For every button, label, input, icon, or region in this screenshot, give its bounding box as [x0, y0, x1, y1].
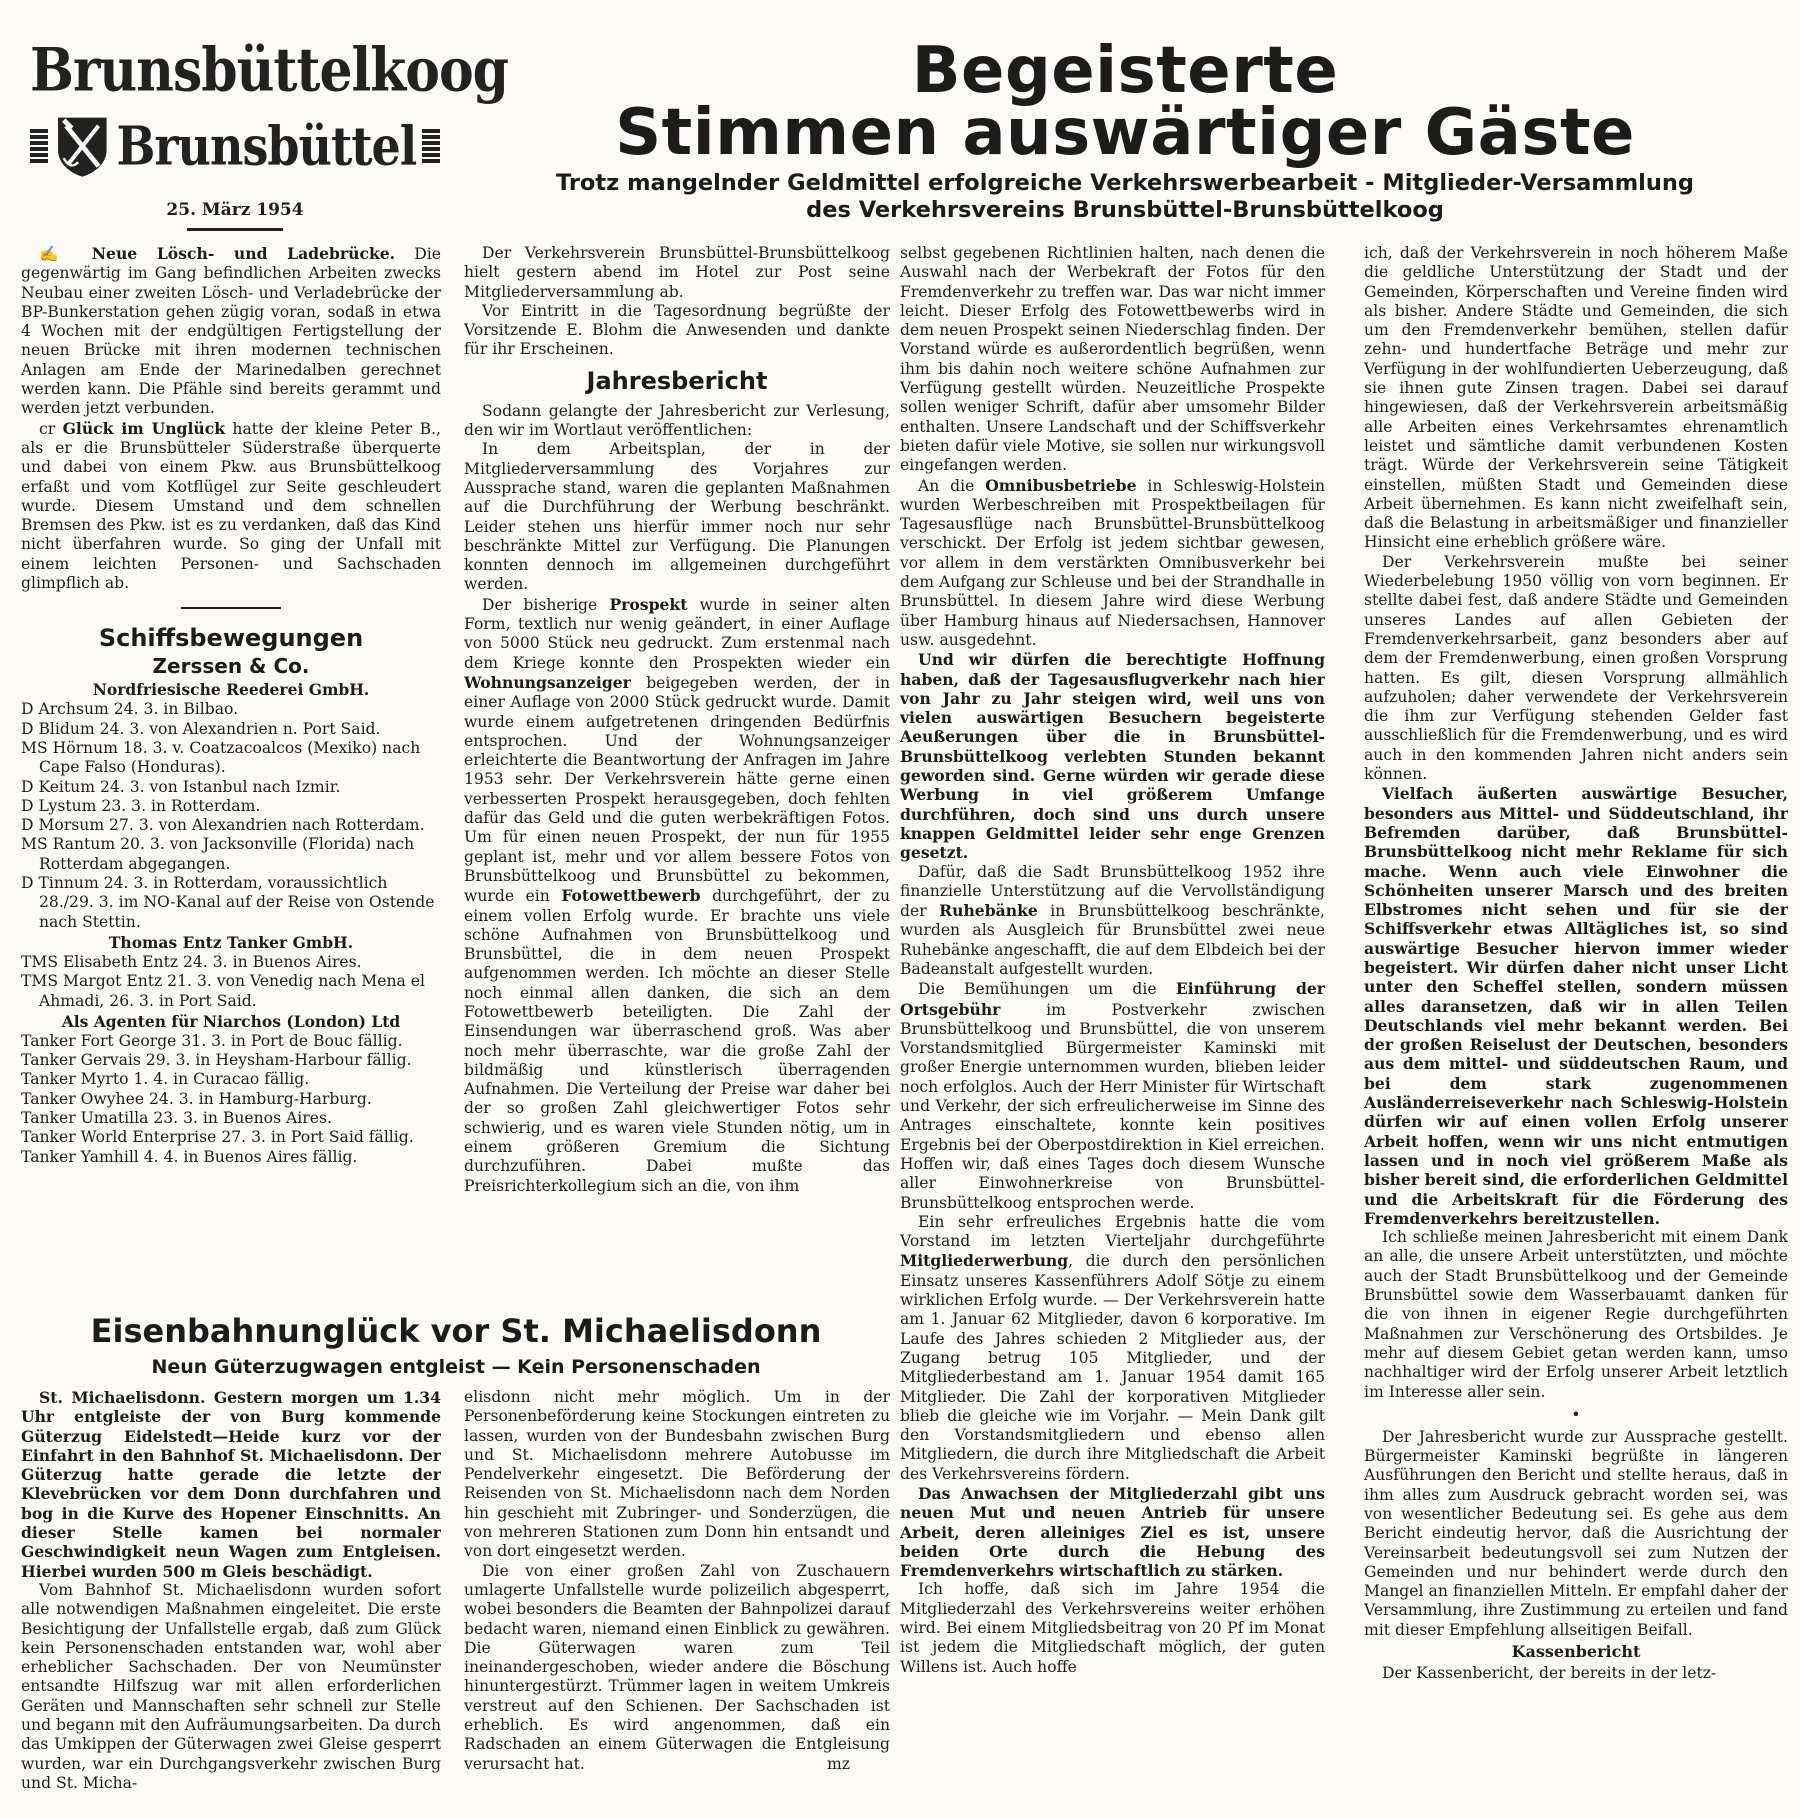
bold-term: Ruhebänke: [939, 901, 1038, 921]
rail-subheadline: Neun Güterzugwagen entgleist — Kein Personenschaden: [151, 1356, 761, 1378]
news-text: hatte der kleine Peter B., als er die Brunsbütteler Süderstraße überquerte und dabei von einem Pkw. aus Brunsbüttelkoog erfaßt und vom Kotflügel zur Seite geschleudert wurde. Diesem Umstand und dem schnellen Bremsen des Pkw. ist es zu verdanken, daß das Kind nicht überfahren wurde. So ging der Unfall mit einem leichten Personen- und Sachschaden glimpflich ab.: [21, 419, 441, 593]
section-heading-kassenbericht: Kassenbericht: [1511, 1642, 1641, 1662]
bold-term: Omnibusbetriebe: [985, 475, 1137, 495]
text: beigegeben werden, der in einer Auflage von 2000 Stück gedruckt wurde. Damit wurde einem aufgetretenen dringenden Bedürfnis entsprochen. Und der Wohnungsanzeiger erleichterte die Beantwortung der Anfragen im Jahre 1953 sehr. Der Verkehrsverein hätte gerne einen verbesserten Prospekt herausgegeben, doch fehlten dafür das Geld und die guten werbekräftigen Fotos. Um für einen neuen Prospekt, der nun für 1955 geplant ist, mehr und vor allem bessere Fotos von Brunsbüttelkoog und Brunsbüttel zu bekommen, wurde ein: [464, 673, 890, 906]
shipping-company: Als Agenten für Niarchos (London) Ltd: [61, 1011, 401, 1031]
article-paragraph: Ich schließe meinen Jahresbericht mit einem Dank an alle, die unsere Arbeit unterstützten, und möchte auch der Stadt Brunsbüttelkoog und der Gemeinde Brunsbüttel sowie dem Wasserbauamt danken für die von ihnen in eigener Regie durchgeführten Maßnahmen zur Verschönerung des Ortsbildes. Je mehr auf diesem Gebiet getan werden kann, umso nachhaltiger wird der Erfolg unserer Arbeit letztlich im Interesse aller sein.: [1364, 1228, 1788, 1401]
headline-line-2: Stimmen auswärtiger Gäste: [615, 96, 1635, 170]
ribbon-right: [422, 129, 440, 163]
article-paragraph: In dem Arbeitsplan, der in der Mitgliederversammlung des Vorjahres zur Aussprache stand, waren die geplanten Maßnahmen auf die Durchführung der Werbung beschränkt. Leider stehen uns hierfür immer noch nur sehr beschränkte Mittel zur Verfügung. Die Planungen konnten dennoch im allgemeinen durchgeführt werden.: [464, 440, 890, 594]
headline-line-1: Begeisterte: [911, 34, 1339, 108]
subheadline-line-1: Trotz mangelnder Geldmittel erfolgreiche Verkehrswerbearbeit - Mitglieder-Versammlung: [555, 170, 1695, 196]
masthead-title-brunsbuettelkoog: Brunsbüttelkoog: [30, 35, 509, 106]
ribbon-left: [30, 129, 48, 163]
article-paragraph: [900, 1213, 1325, 1484]
article-paragraph: [900, 863, 1325, 980]
main-headline: [460, 34, 1790, 170]
text: in Brunsbüttelkoog beschränkte, wurden als Ausgleich für Brunsbüttel zwei neue Ruhebänke angeschafft, die auf dem Elbdeich bei der Badeanstalt aufgestellt wurden.: [900, 902, 1325, 978]
bold-term: Wohnungsanzeiger: [464, 672, 631, 692]
ship-movement: Tanker Owyhee 24. 3. in Hamburg-Harburg.: [21, 1089, 372, 1108]
ship-movement: D Lystum 23. 3. in Rotterdam.: [21, 796, 261, 815]
text: Der bisherige: [482, 595, 610, 614]
text: in Schleswig-Holstein wurden Werbeschreiben mit Prospektbeilagen für Tagesausflüge nach Brunsbüttel-Brunsbüttelkoog verschickt. Der Erfolg ist jedem sichtbar gewesen, vor allem in dem verstärkten Omnibusverkehr bei dem Aufgang zur Schleuse und bei der Strandhalle in Brunsbüttel. In diesem Jahre wird diese Werbung über Hamburg hinaus auf Niedersachsen, Hannover usw. ausgedehnt.: [900, 476, 1325, 649]
article-paragraph: Der Verkehrsverein Brunsbüttel-Brunsbüttelkoog hielt gestern abend im Hotel zur Post seine Mitgliederversammlung ab.: [464, 244, 890, 301]
ship-movement: TMS Elisabeth Entz 24. 3. in Buenos Aires.: [21, 952, 362, 971]
shipping-company: Nordfriesische Reederei GmbH.: [92, 680, 370, 700]
ships-company: Zerssen & Co.: [152, 654, 310, 679]
coat-of-arms-icon: [54, 106, 111, 186]
article-paragraph: [900, 476, 1325, 651]
ships-list: [21, 679, 441, 1167]
ship-movement: D Blidum 24. 3. von Alexandrien n. Port Said.: [21, 719, 381, 738]
article-paragraph: Vor Eintritt in die Tagesordnung begrüßte der Vorsitzende E. Blohm die Anwesenden und dankte für ihr Erscheinen.: [464, 301, 890, 359]
text: wurde in seiner alten Form, textlich nur wenig geändert, in einer Auflage von 5000 Stück neu gedruckt. Zum erstenmal nach dem Kriege konnte den Prospekten wieder ein: [464, 595, 890, 672]
author-signature: mz: [826, 1754, 850, 1773]
rail-paragraph: Vom Bahnhof St. Michaelisdonn wurden sofort alle notwendigen Maßnahmen eingeleitet. Die erste Besichtigung der Unfallstelle ergab, daß zum Glück kein Personenschaden entstanden war, wohl aber erheblicher Sachschaden. Der von Neumünster entsandte Hilfszug war mit allen erforderlichen Geräten und Mannschaften sehr schnell zur Stelle und begann mit den Aufräumungsarbeiten. Da durch das Umkippen der Güterwagen zwei Gleise gesperrt wurden, war ein Durchgangsverkehr zwischen Burg und St. Micha-: [21, 1580, 441, 1792]
text: , die durch den persönlichen Einsatz unseres Kassenführers Adolf Sötje zu einem wirklichen Erfolg wurde. — Der Verkehrsverein hatte am 1. Januar 62 Mitglieder, davon 6 korporative. Im Laufe des Jahres schieden 2 Mitglieder aus, der Zugang betrug 105 Mitglieder, und der Mitgliederbestand am 1. Januar 1954 damit 165 Mitglieder. Die Zahl der korporativen Mitglieder blieb die gleiche wie im Vorjahr. — Mein Dank gilt den Vorstandsmitgliedern und ebenso allen Mitgliedern, die durch ihre Mitgliedschaft die Arbeit des Verkehrsvereins fördern.: [900, 1252, 1325, 1483]
bold-term: Fotowettbewerb: [561, 886, 701, 906]
section-heading-jahresbericht: Jahresbericht: [586, 366, 768, 395]
rail-paragraph: elisdonn nicht mehr möglich. Um in der Personenbeförderung keine Stockungen eintreten zu lassen, wurden von der Bundesbahn zwischen Burg und St. Michaelisdonn mehrere Autobusse im Pendelverkehr eingesetzt. Die Beförderung der Reisenden von St. Michaelisdonn nach dem Norden hin geschieht mit Zubringer- und Sonderzügen, die von mehreren Stationen zum Donn hin entsandt und von dort eingesetzt werden.: [464, 1388, 890, 1561]
article-paragraph: ich, daß der Verkehrsverein in noch höherem Maße die geldliche Unterstützung der Stadt und der Gemeinden, Körperschaften und Vereine finden wird als bisher. Andere Städte und Gemeinden, die sich um den Fremdenverkehr bemühen, stellen dafür zehn- und hundertfache Beträge und mehr zur Verfügung in der wohlfundierten Ueberzeugung, daß sie ihnen gute Zinsen tragen. Dabei sei darauf hingewiesen, daß der Verkehrsverein arbeitsmäßig alle Arbeiten eines Verkehrsamtes ehrenamtlich leistet und sämtliche damit verbundenen Kosten trägt. Würde der Verkehrsverein seine Tätigkeit einstellen, müßten Stadt und Gemeinden diese Arbeit übernehmen. Es kann nicht zweifelhaft sein, daß die Belastung in arbeitsmäßiger und finanzieller Hinsicht eine erheblich größere wäre.: [1364, 244, 1788, 552]
ship-movement: Tanker Fort George 31. 3. in Port de Bouc fällig.: [21, 1031, 403, 1050]
article-paragraph-bold: Vielfach äußerten auswärtige Besucher, besonders aus Mittel- und Süddeutschland, ihr Befremden darüber, daß Brunsbüttel-Brunsbüttelkoog nicht mehr Reklame für sich mache. Wenn auch viele Einwohner die Schönheiten unserer Marsch und des breiten Elbstromes nicht sehen und für sie der Schiffsverkehr etwas Alltägliches ist, so sind auswärtige Besucher hiervon immer wieder begeistert. Wir dürfen daher nicht unser Licht unter den Scheffel stellen, sondern müssen alles daransetzen, daß wir in allen Teilen Deutschlands viel mehr bekannt werden. Bei der großen Reiselust der Deutschen, besonders aus dem mittel- und süddeutschen Raum, und bei dem stark zugenommenen Ausländerreiseverkehr nach Schleswig-Holstein dürfen wir auf einen vollen Erfolg unserer Arbeit hoffen, wenn wir uns nicht entmutigen lassen und in noch viel größerem Maße als bisher bereit sind, die erforderlichen Geldmittel und die Arbeitskraft für die Förderung des Fremdenverkehrs bereitzustellen.: [1364, 784, 1788, 1228]
text: im Postverkehr zwischen Brunsbüttelkoog und Brunsbüttel, die von unserem Vorstandsmitglied Bürgermeister Kaminski mit großer Energie unternommen wurden, blieben leider noch erfolglos. Auch der Herr Minister für Wirtschaft und Verkehr, der sich erfreulicherweise im Sinne des Antrages einschaltete, konnte kein positives Ergebnis bei der Oberpostdirektion in Kiel erreichen. Hoffen wir, daß eines Tages doch diesem Wunsche aller Einwohnerkreise von Brunsbüttel-Brunsbüttelkoog entsprochen werde.: [900, 1000, 1325, 1212]
rail-column-left: [21, 1388, 441, 1818]
divider: [187, 228, 283, 231]
author-mark: cr: [39, 419, 63, 438]
text: durchgeführt, der zu einem vollen Erfolg wurde. Er brachte uns viele schöne Aufnahmen von Brunsbüttelkoog und Brunsbüttel, die in dem neuen Prospekt aufgenommen werden. Ich möchte an dieser Stelle noch einmal allen danken, die sich an dem Fotowettbewerb beteiligten. Die Zahl der Einsendungen war überraschend groß. Was aber noch mehr überraschte, war die große Zahl der bildmäßig und künstlerisch überragenden Aufnahmen. Die Verteilung der Preise war daher bei der so großen Zahl gleichwertiger Fotos sehr schwierig, und es waren viele Stunden nötig, um in einem größeren Gremium die Sichtung durchzuführen. Dabei mußte das Preisrichterkollegium sich an die, von ihm: [464, 887, 890, 1195]
ship-movement: D Tinnum 24. 3. in Rotterdam, voraussichtlich 28./29. 3. im NO-Kanal auf der Reise von Ostende nach Stettin.: [21, 874, 435, 931]
ship-movement: Tanker Myrto 1. 4. in Curacao fällig.: [21, 1070, 310, 1089]
ship-movement: D Morsum 27. 3. von Alexandrien nach Rotterdam.: [21, 816, 425, 835]
article-paragraph-bold: Das Anwachsen der Mitgliederzahl gibt uns neuen Mut und neuen Antrieb für unsere Arbeit, deren alleiniges Ziel es ist, unsere beiden Orte durch die Hebung des Fremdenverkehrs wirtschaftlich zu stärken.: [900, 1484, 1325, 1581]
ship-movement: MS Rantum 20. 3. von Jacksonville (Florida) nach Rotterdam abgegangen.: [21, 835, 415, 873]
main-subheadline: [460, 170, 1790, 224]
author-mark: ✍: [39, 245, 73, 263]
issue-date: 25. März 1954: [166, 200, 304, 220]
news-text: Die gegenwärtig im Gang befindlichen Arbeiten zwecks Neubau einer zweiten Lösch- und Verladebrücke der BP-Bunkerstation gehen zügig voran, sodaß in etwa 4 Wochen mit der endgültigen Fertigstellung der neuen Brücke mit ihren modernen technischen Anlagen am Ende der Marinedalben gerechnet werden kann. Die Pfähle sind bereits gerammt und werden jetzt verbunden.: [21, 245, 441, 418]
ship-movement: Tanker Umatilla 23. 3. in Buenos Aires.: [21, 1108, 332, 1127]
text: Ein sehr erfreuliches Ergebnis hatte die vom Vorstand im letzten Vierteljahr durchgeführte: [900, 1212, 1325, 1251]
rail-column-right: [464, 1388, 890, 1818]
article-paragraph: [900, 979, 1325, 1213]
column-article-2: [464, 244, 890, 1294]
text: Die Bemühungen um die: [918, 980, 1176, 999]
rail-paragraph-bold: St. Michaelisdonn. Gestern morgen um 1.34 Uhr entgleiste der von Burg kommende Güterzug Eidelstedt—Heide kurz vor der Einfahrt in den Bahnhof St. Michaelisdonn. Der Güterzug hatte gerade die letzte der Klevebrücken vor dem Donn durchfahren und bog in die Kurve des Hopener Einschnitts. An dieser Stelle kamen bei normaler Geschwindigkeit neun Wagen zum Entgleisen. Hierbei wurden 500 m Gleis beschädigt.: [21, 1388, 441, 1581]
news-lead: Neue Lösch- und Ladebrücke.: [91, 244, 396, 263]
article-paragraph: selbst gegebenen Richtlinien halten, nach denen die Auswahl nach der Werbekraft der Fotos für den Fremdenverkehr zu treffen war. Das war nicht immer leicht. Dieser Erfolg des Fotowettbewerbs wird in dem neuen Prospekt seinen Niederschlag finden. Der Vorstand würde es außerordentlich begrüßen, wenn ihm bis dahin noch weitere schöne Aufnahmen zur Verfügung gestellt würden. Neuzeitliche Prospekte sollen weniger Schrift, dafür aber umsomehr Bilder enthalten. Unsere Landschaft und der Schiffsverkehr bieten dafür viele Motive, sie sollen nur wirkungsvoll eingefangen werden.: [900, 244, 1325, 475]
masthead: [30, 35, 509, 231]
column-article-4: [1364, 244, 1788, 1818]
text: Dafür, daß die Sadt Brunsbüttelkoog 1952 ihre finanzielle Unterstützung auf die Vervollständigung der: [900, 862, 1325, 921]
text: Die von einer großen Zahl von Zuschauern umlagerte Unfallstelle wurde polizeilich abgesperrt, wobei besonders die Beamten der Bahnpolizei darauf bedacht waren, niemand einen Einblick zu gewähren. Die Güterwagen waren zum Teil ineinandergeschoben, wieder andere die Böschung hinuntergestürzt. Trümmer lagen in weitem Umkreis verstreut auf den Schienen. Der Sachschaden ist erheblich. Es wird angenommen, daß ein Radschaden an einem Güterwagen die Entgleisung verursacht hat.: [464, 1561, 890, 1773]
ship-movement: D Archsum 24. 3. in Bilbao.: [21, 700, 239, 719]
ship-movement: Tanker World Enterprise 27. 3. in Port Said fällig.: [21, 1128, 414, 1147]
separator-dot: •: [1571, 1405, 1581, 1424]
article-paragraph: Ich hoffe, daß sich im Jahre 1954 die Mitgliederzahl des Verkehrsvereins weiter erhöhen wird. Bei einem Mitgliedsbeitrag von 20 Pf im Monat ist jedem die Mitgliedschaft möglich, der guten Willens ist. Auch hoffe: [900, 1580, 1325, 1676]
news-lead: Glück im Unglück: [62, 418, 226, 438]
article-paragraph-bold: Und wir dürfen die berechtigte Hoffnung haben, daß der Tagesausflugverkehr nach hier von Jahr zu Jahr steigen wird, weil uns von vielen auswärtigen Besuchern begeisterte Aeußerungen über die in Brunsbüttel-Brunsbüttelkoog verlebten Stunden bekannt geworden sind. Gerne würden wir gerade diese Werbung in viel größerem Umfange durchführen, doch sind uns durch unsere knappen Geldmittel leider sehr enge Grenzen gesetzt.: [900, 650, 1325, 863]
bold-term: Prospekt: [609, 594, 688, 614]
news-item-loeschbruecke: [21, 244, 441, 419]
article-paragraph: Sodann gelangte der Jahresbericht zur Verlesung, den wir im Wortlaut veröffentlichen:: [464, 401, 890, 440]
column-local-news: [21, 244, 441, 1294]
bold-term: Einführung der Ortsgebühr: [900, 979, 1325, 1019]
shipping-company: Thomas Entz Tanker GmbH.: [108, 932, 354, 952]
ship-movement: MS Hörnum 18. 3. v. Coatzacoalcos (Mexiko) nach Cape Falso (Honduras).: [21, 738, 421, 777]
ships-title: Schiffsbewegungen: [98, 624, 364, 653]
column-article-3: [900, 244, 1325, 1818]
article-paragraph: Der Verkehrsverein mußte bei seiner Wiederbelebung 1950 völlig von vorn beginnen. Er stellte dabei fest, daß andere Städte und Gemeinden unseres Landes auf allen Gebieten der Fremdenverkehrsarbeit, ganz besonders aber auf dem der Fremdenwerbung, einen großen Vorsprung hatten. Es gilt, diesen Vorsprung allmählich aufzuholen; daher verwendete der Verkehrsverein die ihm zur Verfügung stehenden Gelder fast ausschließlich für die Fremdenwerbung, und es wird auch in den kommenden Jahren nicht anders sein können.: [1364, 552, 1788, 784]
article-paragraph: [464, 595, 890, 1196]
ship-movement: D Keitum 24. 3. von Istanbul nach Izmir.: [21, 777, 341, 796]
text: An die: [918, 476, 986, 495]
divider: [181, 607, 281, 609]
rail-paragraph: [464, 1562, 890, 1774]
rail-headline: Eisenbahnunglück vor St. Michaelisdonn: [90, 1312, 822, 1350]
article-paragraph: Der Kassenbericht, der bereits in der letz-: [1382, 1664, 1717, 1683]
ship-movement: Tanker Gervais 29. 3. in Heysham-Harbour fällig.: [21, 1051, 412, 1070]
ship-movement: Tanker Yamhill 4. 4. in Buenos Aires fällig.: [21, 1147, 358, 1166]
ship-movement: TMS Margot Entz 21. 3. von Venedig nach Mena el Ahmadi, 26. 3. in Port Said.: [21, 972, 425, 1010]
bold-term: Mitgliederwerbung: [900, 1251, 1069, 1271]
news-item-glueck-im-unglueck: [21, 419, 441, 594]
article-paragraph: Der Jahresbericht wurde zur Aussprache gestellt. Bürgermeister Kaminski begrüßte in längeren Ausführungen den Bericht und stellte heraus, daß in ihm alles zum Ausdruck gebracht worden sei, was von wesentlicher Bedeutung sei. Es gehe aus dem Bericht eindeutig hervor, daß die Ausrichtung der Vereinsarbeit bedeutungsvoll sei zum Nutzen der Gemeinden und nur behindert werde durch den Mangel an finanziellen Mitteln. Er empfahl daher der Versammlung, ihre Zustimmung zu erteilen und fand mit dieser Empfehlung allseitigen Beifall.: [1364, 1427, 1788, 1639]
masthead-title-brunsbuettel: Brunsbüttel: [116, 114, 417, 178]
subheadline-line-2: des Verkehrsvereins Brunsbüttel-Brunsbüttelkoog: [806, 197, 1444, 223]
